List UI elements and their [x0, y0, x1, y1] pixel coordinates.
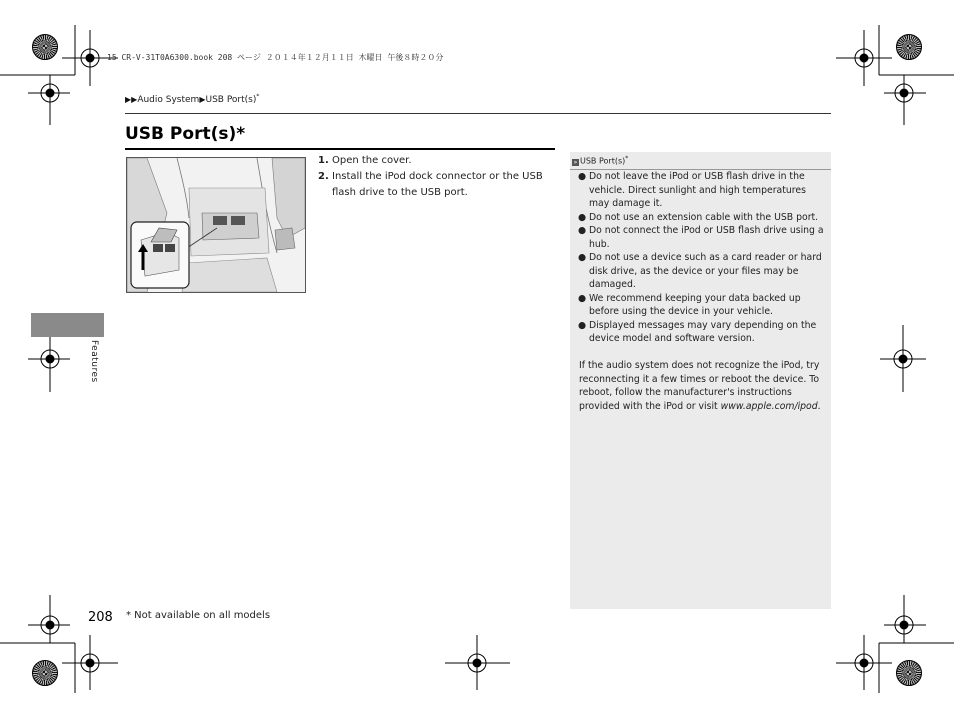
page-title-mark: * [236, 124, 246, 144]
note-bullet: ● Displayed messages may vary depending on the device model and software version. [578, 319, 817, 344]
apple-link[interactable]: www.apple.com/ipod [720, 400, 818, 412]
breadcrumb-mark: * [256, 93, 260, 100]
breadcrumb-parent[interactable]: Audio System [137, 95, 200, 105]
note-bullet: ● We recommend keeping your data backed up before using the device in your vehicle. [578, 292, 801, 317]
footnote: * Not available on all models [126, 610, 271, 621]
console-drawing [127, 158, 305, 292]
step-item: 2. Install the iPod dock connector or the USB flash drive to the USB port. [318, 171, 543, 198]
notes-paragraph: If the audio system does not recognize the iPod, try reconnecting it a few times or reboot the device. To reboot, follow the manufacturer's instructions provided with the iPod or visit www.apple.com/ipod. [579, 360, 821, 412]
print-header: 15 CR-V-31T0A6300.book 208 ページ ２０１４年１２月１１日 木曜日 午後８時２０分 [107, 53, 444, 62]
notes-heading: » USB Port(s)* [573, 155, 629, 166]
breadcrumb-current: USB Port(s) [205, 95, 257, 105]
note-bullet: ● Do not connect the iPod or USB flash drive using a hub. [578, 225, 824, 250]
step-item: 1. Open the cover. [318, 155, 412, 166]
note-bullet: ● Do not leave the iPod or USB flash drive in the vehicle. Direct sunlight and high temperatures may damage it. [578, 171, 806, 209]
usb-port-illustration [126, 157, 306, 293]
breadcrumb-arrow-icon: ▶▶ [125, 95, 138, 104]
notes-list [578, 170, 826, 346]
header-rule [125, 113, 831, 114]
note-bullet: ● Do not use an extension cable with the USB port. [578, 211, 819, 223]
page-title-text: USB Port(s) [125, 124, 237, 144]
note-bullet: ● Do not use a device such as a card reader or hard disk drive, as the device or your files may be damaged. [578, 252, 822, 290]
section-label: Features [89, 340, 99, 383]
title-rule [125, 148, 555, 150]
breadcrumb [125, 93, 259, 105]
page-title [125, 124, 245, 144]
reference-icon: » [573, 158, 578, 166]
page-number: 208 [88, 610, 113, 625]
section-tab[interactable] [31, 313, 104, 337]
breadcrumb-separator-icon: ▶ [199, 95, 206, 104]
instructions [318, 153, 558, 201]
